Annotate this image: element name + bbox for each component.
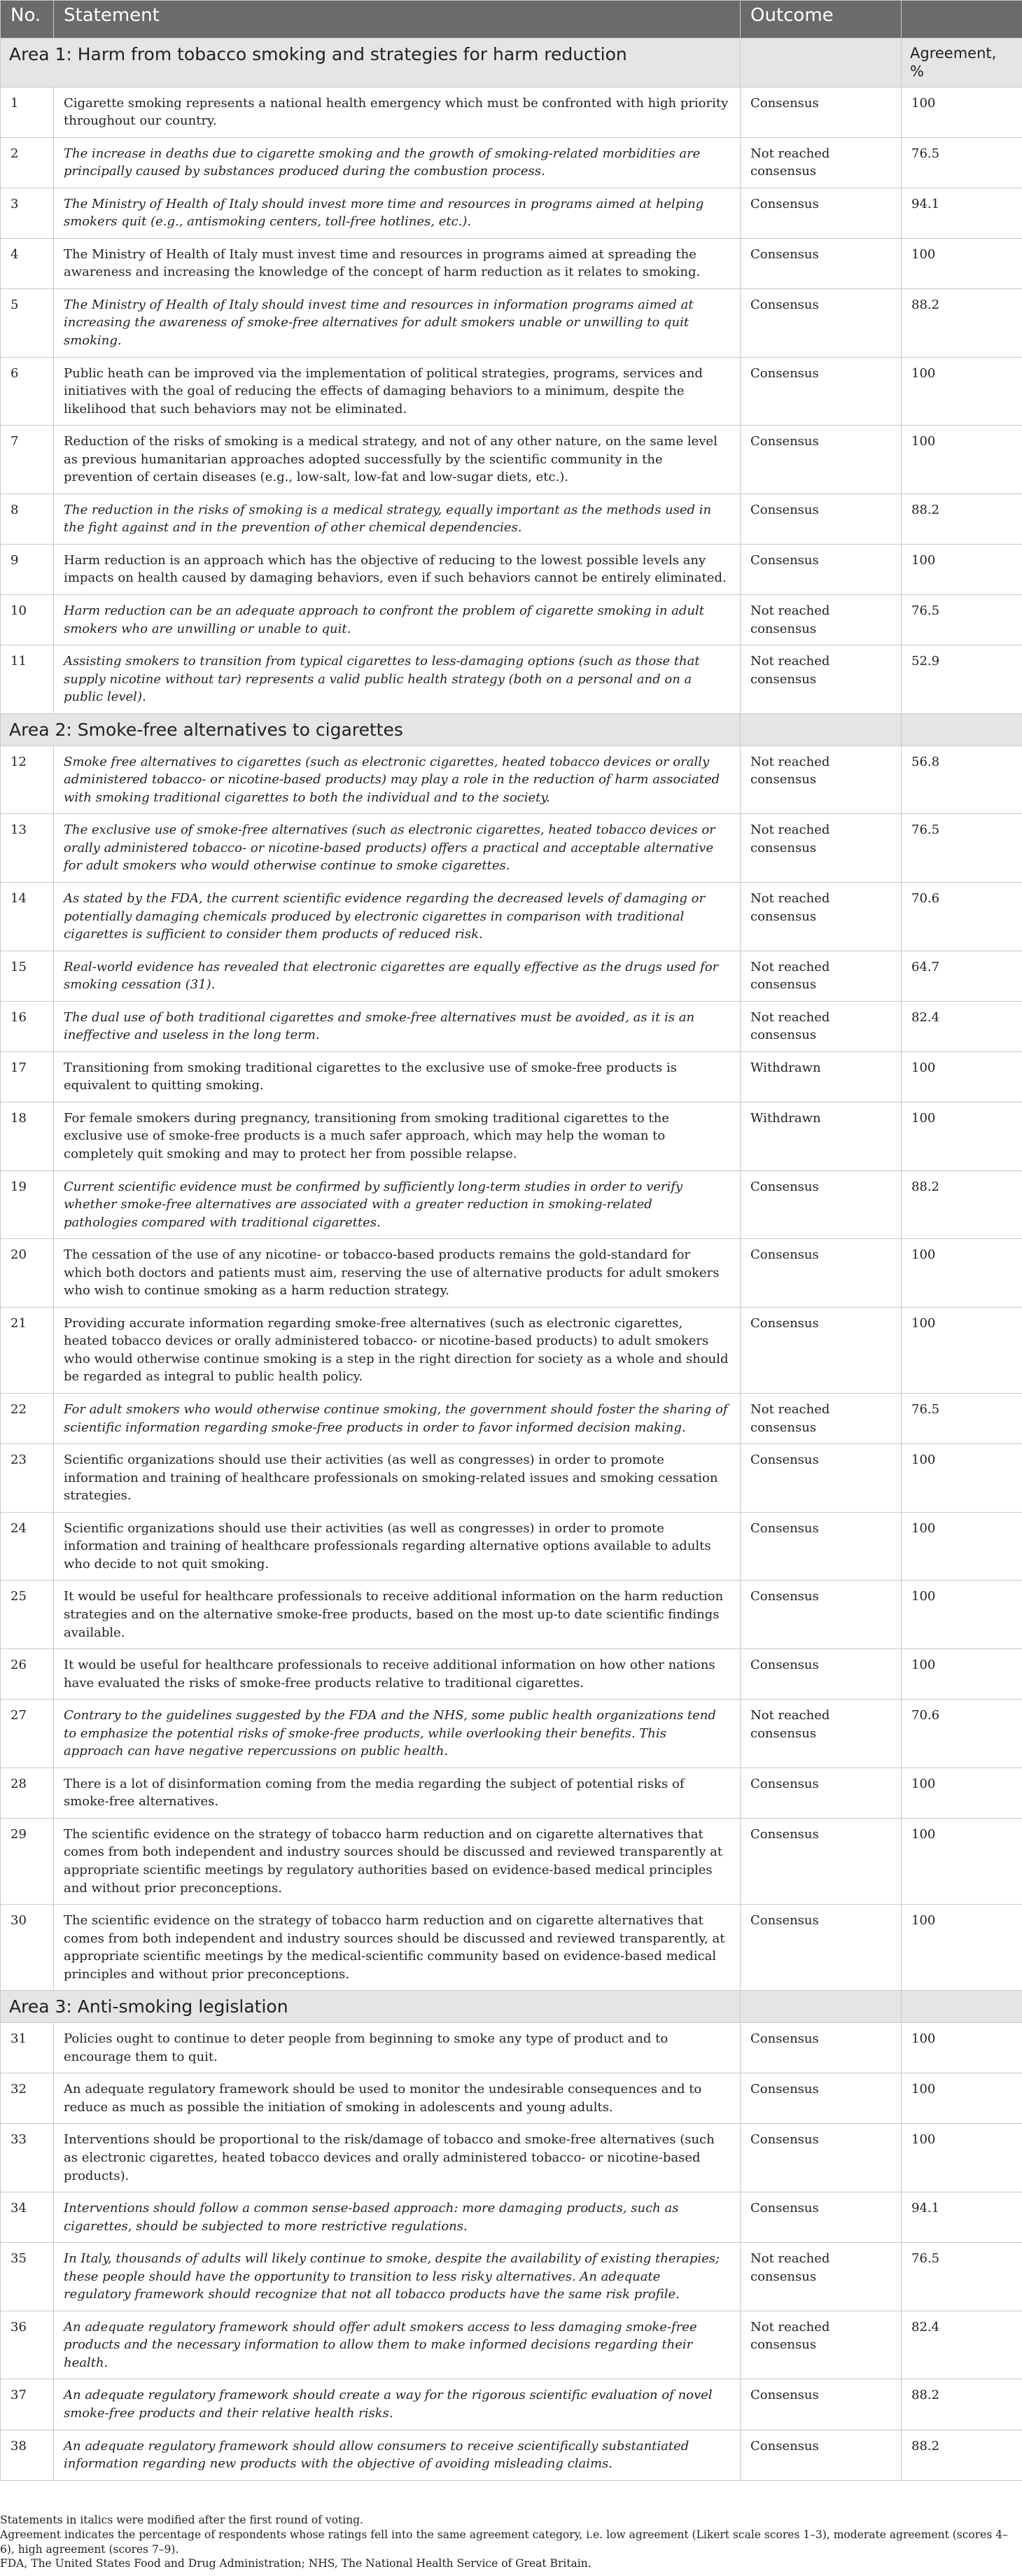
- statement-number: 1: [1, 87, 54, 137]
- outcome-value: Consensus: [741, 188, 902, 238]
- table-row: [1, 357, 1022, 426]
- table-row: [1, 1818, 1022, 1904]
- statement-number: 16: [1, 1001, 54, 1051]
- agreement-value: 76.5: [902, 814, 1022, 883]
- agreement-value: 100: [902, 1581, 1022, 1649]
- outcome-value: Consensus: [741, 1444, 902, 1513]
- outcome-value: Consensus: [741, 1818, 902, 1904]
- statement-number: 6: [1, 357, 54, 426]
- statement-number: 30: [1, 1905, 54, 1991]
- agreement-value: 76.5: [902, 2243, 1022, 2311]
- statement-number: 22: [1, 1394, 54, 1444]
- agreement-value: 82.4: [902, 2311, 1022, 2379]
- outcome-value: Not reached consensus: [741, 883, 902, 951]
- agreement-value: 76.5: [902, 1394, 1022, 1444]
- agreement-value: 56.8: [902, 746, 1022, 814]
- statement-text: Assisting smokers to transition from typical cigarettes to less-damaging options (such as those that supply nicotine without tar) represents a valid public health strategy (both on a personal and on a public level).: [54, 645, 741, 714]
- footnote-agreement: Agreement indicates the percentage of respondents whose ratings fell into the same agreement category, i.e. low agreement (Likert scale scores 1–3), moderate agreement (scores 4–6), high agreement (scores 7–9).: [0, 2528, 1008, 2556]
- outcome-value: Consensus: [741, 1239, 902, 1308]
- table-row: [1, 1239, 1022, 1308]
- outcome-value: Withdrawn: [741, 1102, 902, 1170]
- table-row: [1, 2073, 1022, 2124]
- table-row: [1, 1307, 1022, 1393]
- table-row: [1, 1444, 1022, 1513]
- agreement-value: 100: [902, 544, 1022, 594]
- statement-number: 5: [1, 288, 54, 357]
- agreement-value: 100: [902, 1768, 1022, 1818]
- statement-number: 12: [1, 746, 54, 814]
- agreement-value: 100: [902, 87, 1022, 137]
- outcome-value: Not reached consensus: [741, 645, 902, 714]
- agreement-value: 88.2: [902, 2430, 1022, 2480]
- statement-number: 33: [1, 2124, 54, 2192]
- table-row: [1, 1170, 1022, 1239]
- statement-number: 15: [1, 951, 54, 1001]
- agreement-value: 100: [902, 1905, 1022, 1991]
- agreement-value: 100: [902, 1051, 1022, 1102]
- statement-text: In Italy, thousands of adults will likely continue to smoke, despite the availability of existing therapies; these people should have the opportunity to transition to less risky alternatives. An adequate regulatory framework should recognize that not all tobacco products have the same risk profile.: [54, 2243, 741, 2311]
- agreement-value: 100: [902, 357, 1022, 426]
- table-row: [1, 951, 1022, 1001]
- area-header-row: [1, 713, 1022, 746]
- outcome-value: Not reached consensus: [741, 814, 902, 883]
- outcome-value: Consensus: [741, 1768, 902, 1818]
- table-row: [1, 493, 1022, 544]
- table-row: [1, 2430, 1022, 2480]
- table-row: [1, 87, 1022, 137]
- statement-text: Providing accurate information regarding smoke-free alternatives (such as electronic cigarettes, heated tobacco devices or orally administered tobacco- or nicotine-based products) to adult smokers who would otherwise continue smoking is a step in the right direction for society as a whole and should be regarded as integral to public health policy.: [54, 1307, 741, 1393]
- agreement-value: 100: [902, 426, 1022, 494]
- area-outcome-cell: [741, 38, 902, 88]
- table-row: [1, 1700, 1022, 1768]
- statement-text: Scientific organizations should use their activities (as well as congresses) in order to promote information and training of healthcare professionals regarding alternative options available to adults who decide to not quit smoking.: [54, 1512, 741, 1581]
- area-outcome-cell: [741, 1991, 902, 2023]
- statement-text: The Ministry of Health of Italy should invest time and resources in information programs aimed at increasing the awareness of smoke-free alternatives for adult smokers unable or unwilling to quit smoking.: [54, 288, 741, 357]
- table-row: [1, 238, 1022, 288]
- agreement-value: 100: [902, 1307, 1022, 1393]
- table-row: [1, 2243, 1022, 2311]
- table-row: [1, 1768, 1022, 1818]
- outcome-value: Consensus: [741, 357, 902, 426]
- statement-text: Public heath can be improved via the implementation of political strategies, programs, services and initiatives with the goal of reducing the effects of damaging behaviors to a minimum, despite the likelihood that such behaviors may not be eliminated.: [54, 357, 741, 426]
- outcome-value: Consensus: [741, 2023, 902, 2073]
- outcome-value: Not reached consensus: [741, 746, 902, 814]
- area-title: Area 2: Smoke-free alternatives to cigarettes: [1, 713, 741, 746]
- agreement-value: 88.2: [902, 493, 1022, 544]
- table-row: [1, 883, 1022, 951]
- agreement-value: 76.5: [902, 594, 1022, 645]
- statement-text: An adequate regulatory framework should be used to monitor the undesirable consequences and to reduce as much as possible the initiation of smoking in adolescents and young adults.: [54, 2073, 741, 2124]
- table-row: [1, 1051, 1022, 1102]
- outcome-value: Consensus: [741, 1581, 902, 1649]
- statement-number: 2: [1, 137, 54, 188]
- statement-number: 8: [1, 493, 54, 544]
- statement-text: An adequate regulatory framework should allow consumers to receive scientifically substantiated information regarding new products with the objective of avoiding misleading claims.: [54, 2430, 741, 2480]
- statement-text: There is a lot of disinformation coming from the media regarding the subject of potential risks of smoke-free alternatives.: [54, 1768, 741, 1818]
- area-header-row: [1, 38, 1022, 88]
- statement-text: An adequate regulatory framework should create a way for the rigorous scientific evaluation of novel smoke-free products and their relative health risks.: [54, 2379, 741, 2430]
- statement-number: 21: [1, 1307, 54, 1393]
- area-title: Area 1: Harm from tobacco smoking and strategies for harm reduction: [1, 38, 741, 88]
- agreement-value: 94.1: [902, 2192, 1022, 2243]
- agreement-value: 88.2: [902, 288, 1022, 357]
- header-no: No.: [1, 1, 54, 38]
- area-title: Area 3: Anti-smoking legislation: [1, 1991, 741, 2023]
- outcome-value: Consensus: [741, 1905, 902, 1991]
- area-agreement-label: Agreement, %: [902, 38, 1022, 88]
- outcome-value: Consensus: [741, 493, 902, 544]
- table-header-row: [1, 1, 1022, 38]
- statement-number: 19: [1, 1170, 54, 1239]
- outcome-value: Consensus: [741, 1170, 902, 1239]
- table-footnotes: [0, 2513, 1022, 2571]
- statement-text: The reduction in the risks of smoking is a medical strategy, equally important as the methods used in the fight against and in the prevention of other chemical dependencies.: [54, 493, 741, 544]
- statement-text: As stated by the FDA, the current scientific evidence regarding the decreased levels of damaging or potentially damaging chemicals produced by electronic cigarettes in comparison with traditional cigarettes is sufficient to consider them products of reduced risk.: [54, 883, 741, 951]
- statement-text: The scientific evidence on the strategy of tobacco harm reduction and on cigarette alternatives that comes from both independent and industry sources should be discussed and reviewed transparently, at appropriate scientific meetings by the medical-scientific community based on evidence-based medical principles and without prior preconceptions.: [54, 1905, 741, 1991]
- table-row: [1, 544, 1022, 594]
- statement-number: 26: [1, 1649, 54, 1700]
- area-header-row: [1, 1991, 1022, 2023]
- statement-number: 29: [1, 1818, 54, 1904]
- outcome-value: Not reached consensus: [741, 594, 902, 645]
- table-row: [1, 1512, 1022, 1581]
- area-outcome-cell: [741, 713, 902, 746]
- table-row: [1, 1581, 1022, 1649]
- outcome-value: Not reached consensus: [741, 1700, 902, 1768]
- footnote-abbreviations: FDA, The United States Food and Drug Administration; NHS, The National Health Service of Great Britain.: [0, 2557, 592, 2570]
- table-row: [1, 426, 1022, 494]
- statement-number: 38: [1, 2430, 54, 2480]
- agreement-value: 100: [902, 1444, 1022, 1513]
- statement-text: Current scientific evidence must be confirmed by sufficiently long-term studies in order to verify whether smoke-free alternatives are associated with a greater reduction in smoking-related pathologies compared with traditional cigarettes.: [54, 1170, 741, 1239]
- table-row: [1, 288, 1022, 357]
- statement-text: It would be useful for healthcare professionals to receive additional information on the harm reduction strategies and on the alternative smoke-free products, based on the most up-to date scientific findings available.: [54, 1581, 741, 1649]
- statement-text: The Ministry of Health of Italy should invest more time and resources in programs aimed at helping smokers quit (e.g., antismoking centers, toll-free hotlines, etc.).: [54, 188, 741, 238]
- statement-number: 20: [1, 1239, 54, 1308]
- table-row: [1, 2023, 1022, 2073]
- outcome-value: Consensus: [741, 2379, 902, 2430]
- statement-text: Harm reduction is an approach which has the objective of reducing to the lowest possible levels any impacts on health caused by damaging behaviors, even if such behaviors cannot be entirely eliminated.: [54, 544, 741, 594]
- outcome-value: Consensus: [741, 2124, 902, 2192]
- outcome-value: Consensus: [741, 544, 902, 594]
- statement-text: For adult smokers who would otherwise continue smoking, the government should foster the sharing of scientific information regarding smoke-free products in order to favor informed decision making.: [54, 1394, 741, 1444]
- statement-text: The cessation of the use of any nicotine- or tobacco-based products remains the gold-standard for which both doctors and patients must aim, reserving the use of alternative products for adult smokers who wish to continue smoking as a harm reduction strategy.: [54, 1239, 741, 1308]
- agreement-value: 82.4: [902, 1001, 1022, 1051]
- table-row: [1, 137, 1022, 188]
- statement-text: It would be useful for healthcare professionals to receive additional information on how other nations have evaluated the risks of smoke-free products relative to traditional cigarettes.: [54, 1649, 741, 1700]
- statement-number: 27: [1, 1700, 54, 1768]
- table-row: [1, 814, 1022, 883]
- footnote-italics: Statements in italics were modified after the first round of voting.: [0, 2514, 363, 2526]
- statement-number: 13: [1, 814, 54, 883]
- statement-number: 31: [1, 2023, 54, 2073]
- table-row: [1, 188, 1022, 238]
- statement-number: 3: [1, 188, 54, 238]
- agreement-value: 88.2: [902, 2379, 1022, 2430]
- outcome-value: Consensus: [741, 238, 902, 288]
- agreement-value: 100: [902, 2124, 1022, 2192]
- statement-number: 18: [1, 1102, 54, 1170]
- statement-text: The scientific evidence on the strategy of tobacco harm reduction and on cigarette alternatives that comes from both independent and industry sources should be discussed and reviewed transparently at appropriate scientific meetings by regulatory authorities based on evidence-based medical principles and without prior preconceptions.: [54, 1818, 741, 1904]
- statement-text: Reduction of the risks of smoking is a medical strategy, and not of any other nature, on the same level as previous humanitarian approaches adopted successfully by the scientific community in the prevention of certain diseases (e.g., low-salt, low-fat and low-sugar diets, etc.).: [54, 426, 741, 494]
- header-agreement: [902, 1, 1022, 38]
- statement-text: Harm reduction can be an adequate approach to confront the problem of cigarette smoking in adult smokers who are unwilling or unable to quit.: [54, 594, 741, 645]
- statement-text: Interventions should be proportional to the risk/damage of tobacco and smoke-free alternatives (such as electronic cigarettes, heated tobacco devices and orally administered tobacco- or nicotine-based products).: [54, 2124, 741, 2192]
- statement-text: The dual use of both traditional cigarettes and smoke-free alternatives must be avoided, as it is an ineffective and useless in the long term.: [54, 1001, 741, 1051]
- table-row: [1, 594, 1022, 645]
- agreement-value: 100: [902, 2023, 1022, 2073]
- agreement-value: 100: [902, 1818, 1022, 1904]
- statement-text: Cigarette smoking represents a national health emergency which must be confronted with high priority throughout our country.: [54, 87, 741, 137]
- statement-text: Policies ought to continue to deter people from beginning to smoke any type of product and to encourage them to quit.: [54, 2023, 741, 2073]
- statement-number: 24: [1, 1512, 54, 1581]
- outcome-value: Consensus: [741, 87, 902, 137]
- outcome-value: Not reached consensus: [741, 137, 902, 188]
- statement-number: 36: [1, 2311, 54, 2379]
- outcome-value: Consensus: [741, 426, 902, 494]
- table-body: [1, 38, 1022, 2481]
- header-statement: Statement: [54, 1, 741, 38]
- statement-text: Scientific organizations should use their activities (as well as congresses) in order to promote information and training of healthcare professionals on smoking-related issues and smoking cessation strategies.: [54, 1444, 741, 1513]
- outcome-value: Consensus: [741, 2073, 902, 2124]
- table-row: [1, 1905, 1022, 1991]
- statement-number: 25: [1, 1581, 54, 1649]
- agreement-value: 100: [902, 1649, 1022, 1700]
- table-row: [1, 1394, 1022, 1444]
- table-row: [1, 746, 1022, 814]
- outcome-value: Consensus: [741, 2430, 902, 2480]
- statement-number: 4: [1, 238, 54, 288]
- table-row: [1, 1649, 1022, 1700]
- agreement-value: 100: [902, 2073, 1022, 2124]
- agreement-value: 100: [902, 238, 1022, 288]
- statement-text: Smoke free alternatives to cigarettes (such as electronic cigarettes, heated tobacco devices or orally administered tobacco- or nicotine-based products) may play a role in the reduction of harm associated with smoking traditional cigarettes to both the individual and to the society.: [54, 746, 741, 814]
- agreement-value: 52.9: [902, 645, 1022, 714]
- statement-number: 10: [1, 594, 54, 645]
- outcome-value: Consensus: [741, 1307, 902, 1393]
- statement-text: For female smokers during pregnancy, transitioning from smoking traditional cigarettes to the exclusive use of smoke-free products is a much safer approach, which may help the woman to completely quit smoking and may to protect her from possible relapse.: [54, 1102, 741, 1170]
- statement-number: 11: [1, 645, 54, 714]
- statement-number: 35: [1, 2243, 54, 2311]
- table-row: [1, 2192, 1022, 2243]
- agreement-value: 76.5: [902, 137, 1022, 188]
- agreement-value: 100: [902, 1102, 1022, 1170]
- outcome-value: Not reached consensus: [741, 1001, 902, 1051]
- agreement-value: 94.1: [902, 188, 1022, 238]
- statement-number: 9: [1, 544, 54, 594]
- statement-text: The exclusive use of smoke-free alternatives (such as electronic cigarettes, heated tobacco devices or orally administered tobacco- or nicotine-based products) offers a practical and acceptable alternative for adult smokers who would otherwise continue to smoke cigarettes.: [54, 814, 741, 883]
- statement-number: 7: [1, 426, 54, 494]
- area-agreement-label: [902, 1991, 1022, 2023]
- outcome-value: Consensus: [741, 288, 902, 357]
- agreement-value: 70.6: [902, 1700, 1022, 1768]
- statement-number: 23: [1, 1444, 54, 1513]
- statement-number: 37: [1, 2379, 54, 2430]
- table-row: [1, 2311, 1022, 2379]
- statement-text: Transitioning from smoking traditional cigarettes to the exclusive use of smoke-free products is equivalent to quitting smoking.: [54, 1051, 741, 1102]
- agreement-value: 88.2: [902, 1170, 1022, 1239]
- area-agreement-label: [902, 713, 1022, 746]
- agreement-value: 70.6: [902, 883, 1022, 951]
- statement-text: Contrary to the guidelines suggested by the FDA and the NHS, some public health organizations tend to emphasize the potential risks of smoke-free products, while overlooking their benefits. This approach can have negative repercussions on public health.: [54, 1700, 741, 1768]
- header-outcome: Outcome: [741, 1, 902, 38]
- agreement-value: 100: [902, 1512, 1022, 1581]
- outcome-value: Not reached consensus: [741, 951, 902, 1001]
- statement-number: 14: [1, 883, 54, 951]
- statement-number: 32: [1, 2073, 54, 2124]
- statement-text: The Ministry of Health of Italy must invest time and resources in programs aimed at spreading the awareness and increasing the knowledge of the concept of harm reduction as it relates to smoking.: [54, 238, 741, 288]
- outcome-value: Consensus: [741, 2192, 902, 2243]
- statement-text: An adequate regulatory framework should offer adult smokers access to less damaging smoke-free products and the necessary information to allow them to make informed decisions regarding their health.: [54, 2311, 741, 2379]
- outcome-value: Not reached consensus: [741, 2311, 902, 2379]
- table-row: [1, 1001, 1022, 1051]
- outcome-value: Not reached consensus: [741, 1394, 902, 1444]
- table-row: [1, 1102, 1022, 1170]
- outcome-value: Withdrawn: [741, 1051, 902, 1102]
- statement-text: Interventions should follow a common sense-based approach: more damaging products, such as cigarettes, should be subjected to more restrictive regulations.: [54, 2192, 741, 2243]
- statement-number: 17: [1, 1051, 54, 1102]
- statement-text: The increase in deaths due to cigarette smoking and the growth of smoking-related morbidities are principally caused by substances produced during the combustion process.: [54, 137, 741, 188]
- statement-number: 28: [1, 1768, 54, 1818]
- statement-text: Real-world evidence has revealed that electronic cigarettes are equally effective as the drugs used for smoking cessation (31).: [54, 951, 741, 1001]
- agreement-value: 64.7: [902, 951, 1022, 1001]
- outcome-value: Not reached consensus: [741, 2243, 902, 2311]
- agreement-value: 100: [902, 1239, 1022, 1308]
- statement-number: 34: [1, 2192, 54, 2243]
- table-row: [1, 2379, 1022, 2430]
- table-row: [1, 645, 1022, 714]
- outcome-value: Consensus: [741, 1512, 902, 1581]
- table-row: [1, 2124, 1022, 2192]
- outcome-value: Consensus: [741, 1649, 902, 1700]
